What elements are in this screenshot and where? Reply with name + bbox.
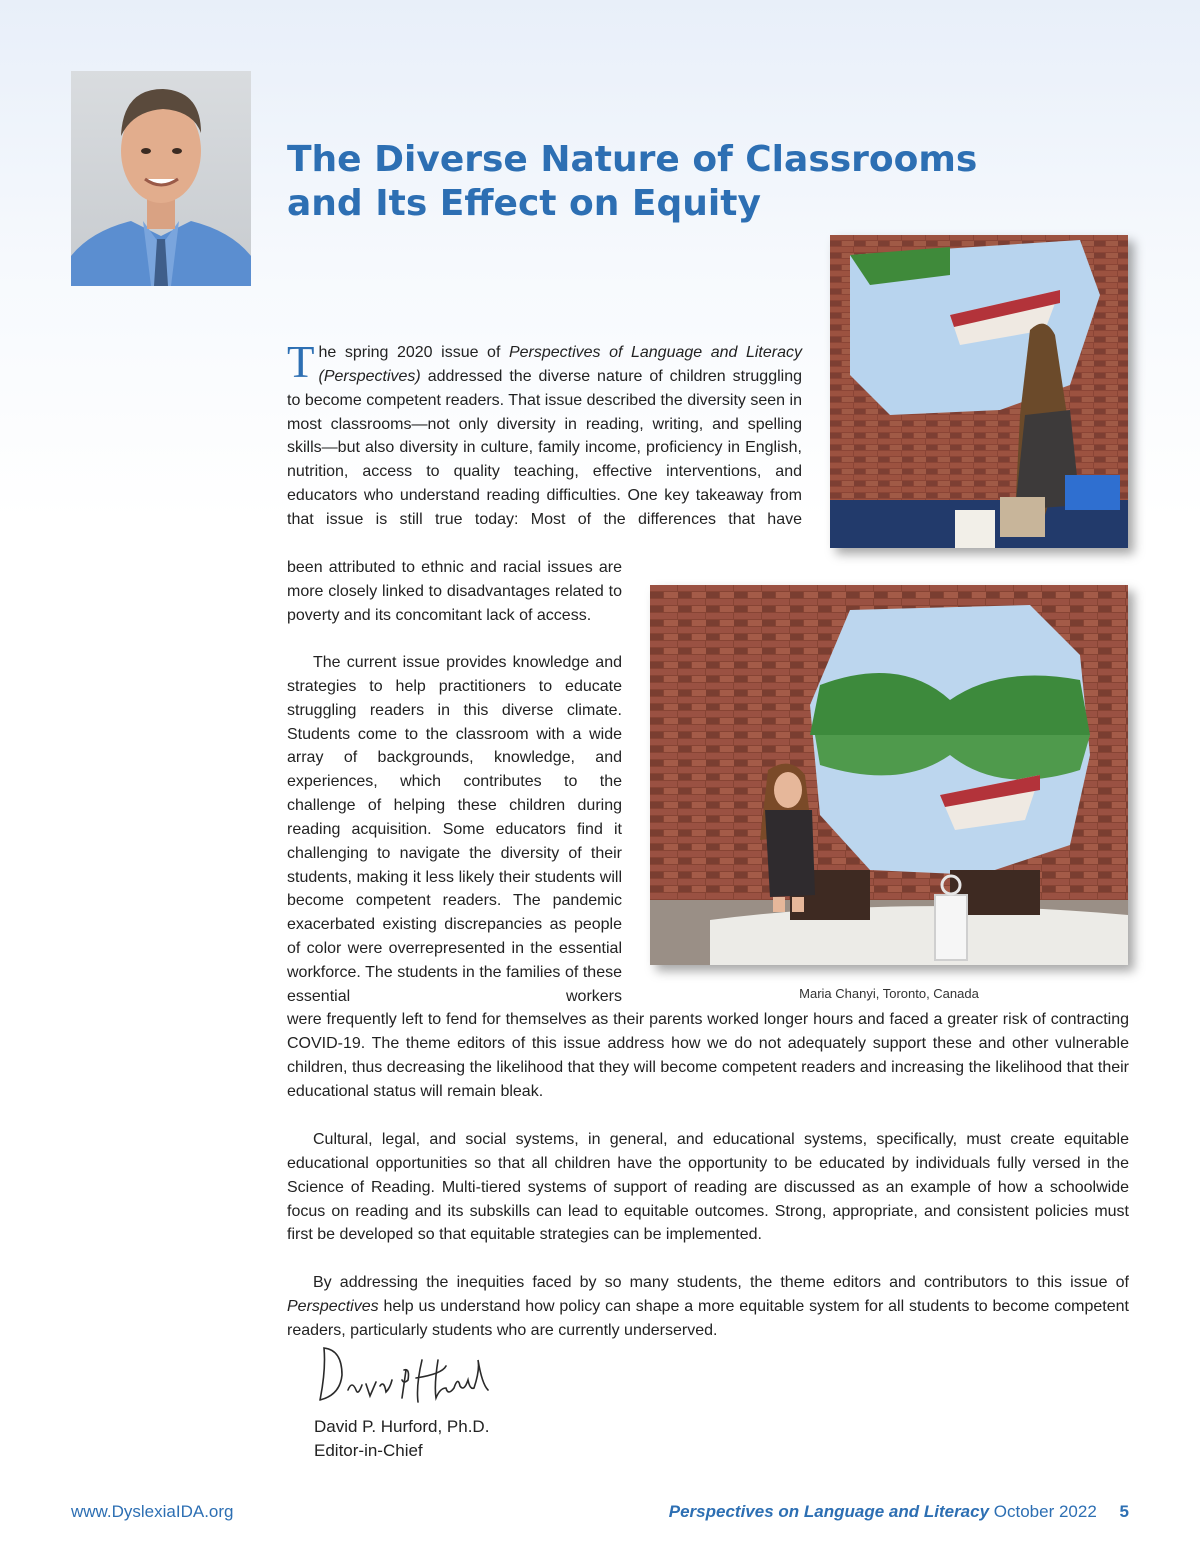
girl-with-mural-photo — [650, 585, 1128, 965]
photo-caption: Maria Chanyi, Toronto, Canada — [799, 986, 979, 1001]
footer-website-link[interactable]: www.DyslexiaIDA.org — [71, 1502, 234, 1521]
author-name: David P. Hurford, Ph.D. — [314, 1417, 490, 1436]
girl-with-mural-graphic — [650, 585, 1128, 965]
mural-painting-photo — [830, 235, 1128, 548]
signature-block — [314, 1415, 489, 1463]
title-line-2: and Its Effect on Equity — [287, 183, 761, 224]
paragraph-4-text-a: By addressing the inequities faced by so many students, the theme editors and contributors to this issue of — [313, 1274, 1129, 1291]
footer-journal-title: Perspectives on Language and Literacy — [668, 1502, 990, 1521]
article-title — [287, 138, 1067, 226]
handwritten-signature — [312, 1340, 497, 1410]
mural-painting-graphic — [830, 235, 1128, 548]
footer-date: October 2022 — [993, 1502, 1097, 1521]
title-line-1: The Diverse Nature of Classrooms — [287, 139, 978, 180]
paragraph-1-text-b: addressed the diverse nature of children struggling to become competent readers. That issue described the diversity seen in most classrooms—not only diversity in reading, writing, and spelling skills—but also diversity in culture, family income, proficiency in English, nutrition, access to quality teaching, effective interventions, and educators who understand reading difficulties. One key takeaway from that issue is still true today: Most of the differences that have — [287, 367, 802, 528]
article-paragraph-1 — [287, 337, 802, 532]
drop-cap: T — [287, 337, 315, 387]
footer-journal-info — [669, 1502, 1129, 1522]
article-paragraph-2: The current issue provides knowledge and strategies to help practitioners to educate struggling readers in this diverse climate. Students come to the classroom with a wide array of backgrounds, knowledge, and experiences, which contributes to the challenge of helping these children during reading acquisition. Some educators find it challenging to navigate the diversity of their students, making it less likely their students will become competent readers. The pandemic exacerbated existing discrepancies as people of color were overrepresented in the essential workforce. The students in the families of these essential workers — [287, 654, 622, 1005]
author-role: Editor-in-Chief — [314, 1441, 423, 1460]
article-paragraph-3: Cultural, legal, and social systems, in general, and educational systems, specifically, must create equitable educational opportunities so that all children have the opportunity to be educated by individuals fully versed in the Science of Reading. Multi-tiered systems of support of reading are discussed as an example of how a schoolwide focus on reading and its subskills can lead to equitable outcomes. Strong, appropriate, and consistent policies must first be developed so that equitable strategies can be implemented. — [287, 1131, 1129, 1244]
author-portrait-graphic — [71, 71, 251, 286]
journal-title-italic: Perspectives of Language and Literacy (Perspectives) — [318, 344, 802, 385]
journal-short-title-italic: Perspectives — [287, 1297, 379, 1315]
author-photo — [71, 71, 251, 286]
page-number: 5 — [1119, 1502, 1129, 1521]
paragraph-1-text-a: he spring 2020 issue of — [318, 344, 509, 361]
paragraph-4-text-b: help us understand how policy can shape a more equitable system for all students to become competent readers, particularly students who are currently underserved. — [287, 1297, 1129, 1339]
article-paragraph-1-continued: been attributed to ethnic and racial issues are more closely linked to disadvantages related to poverty and its concomitant lack of access. — [287, 559, 622, 624]
article-paragraph-2-continued: were frequently left to fend for themselves as their parents worked longer hours and faced a greater risk of contracting COVID-19. The theme editors of this issue address how we do not adequately support these and other vulnerable children, thus decreasing the likelihood that they will become competent readers and increasing the likelihood that their educational status will remain bleak. — [287, 1011, 1129, 1100]
article-paragraph-4 — [287, 1271, 1129, 1343]
